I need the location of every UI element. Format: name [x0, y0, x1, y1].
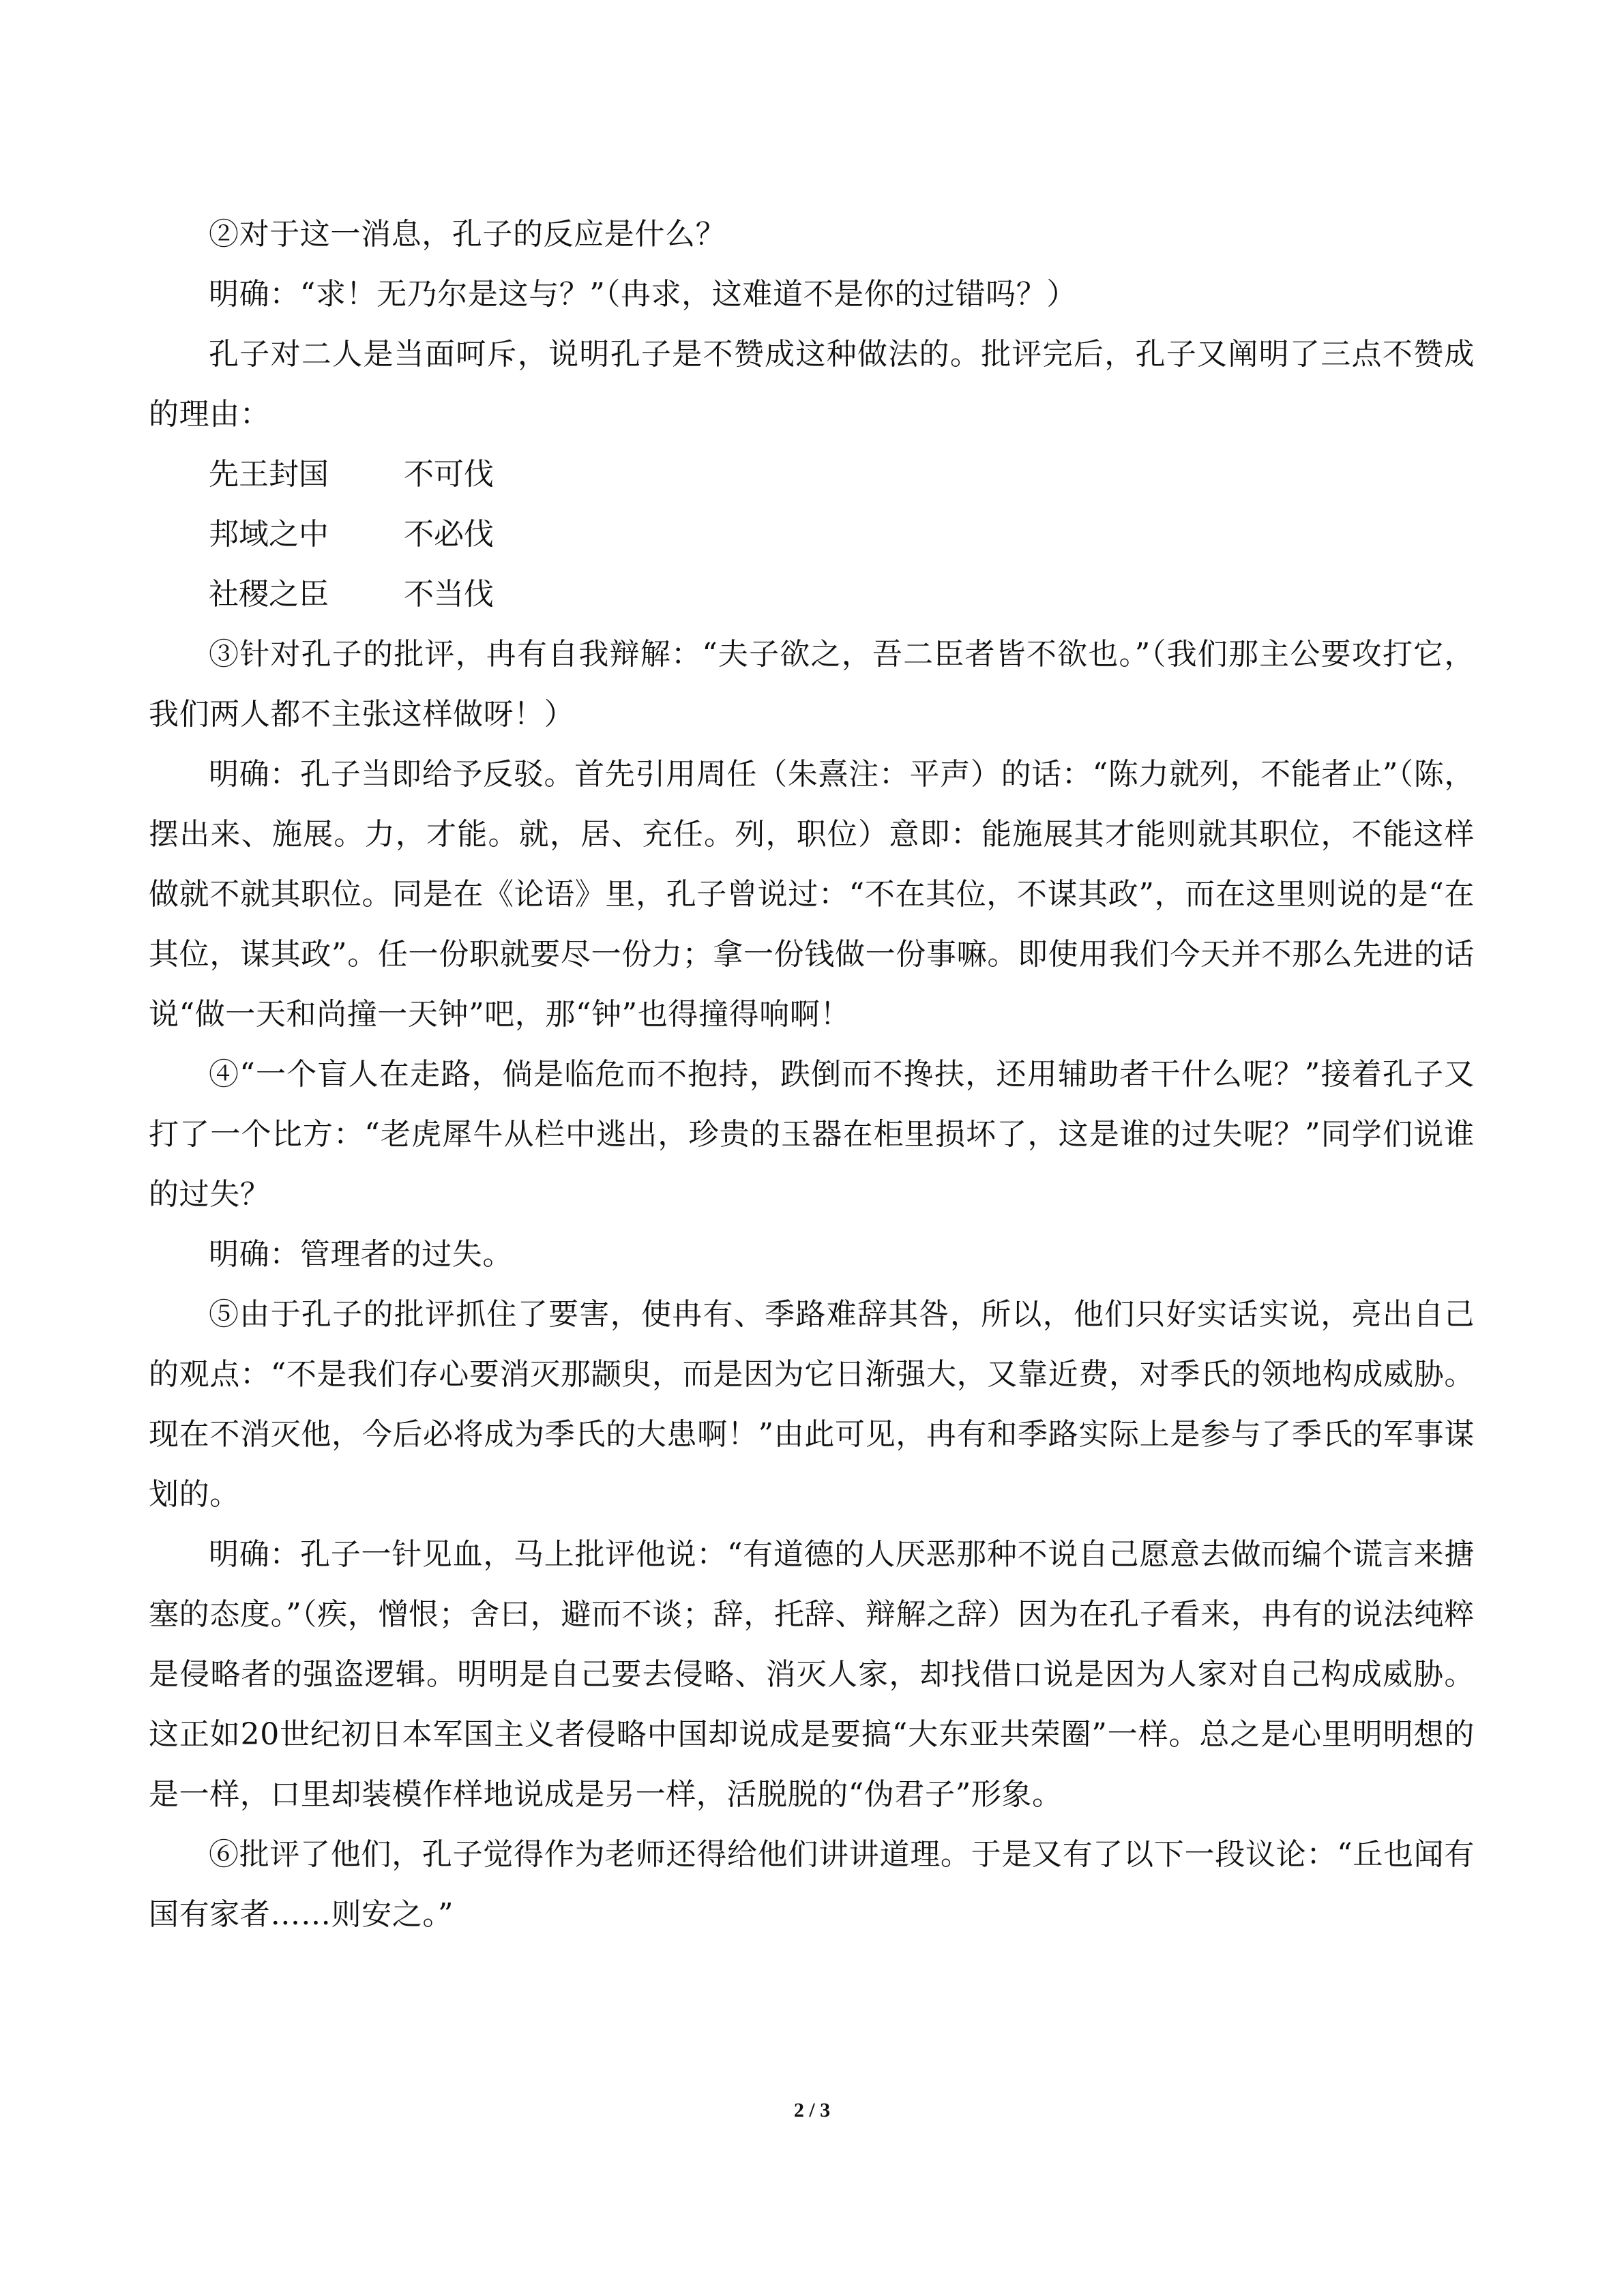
page-number: 2 / 3	[793, 2099, 831, 2121]
reason-right: 不可伐	[404, 457, 494, 492]
reason-row	[149, 505, 1475, 565]
reason-row	[149, 565, 1475, 625]
paragraph-answer-2: 明确：“求！无乃尔是这与？”（冉求，这难道不是你的过错吗？）	[209, 277, 1077, 312]
paragraph-question-2: ②对于这一消息，孔子的反应是什么？	[209, 217, 726, 252]
paragraph-reasons-intro: 孔子对二人是当面呵斥，说明孔子是不赞成这种做法的。批评完后，孔子又阐明了三点不赞成的理由：	[149, 337, 1475, 432]
reason-left: 邦域之中	[209, 517, 329, 552]
paragraph-question-4: ④“一个盲人在走路，倘是临危而不抱持，跌倒而不搀扶，还用辅助者干什么呢？”接着孔子又打了一个比方：“老虎犀牛从栏中逃出，珍贵的玉器在柜里损坏了，这是谁的过失呢？”同学们说谁的过失？	[149, 1057, 1475, 1212]
reason-left: 先王封国	[209, 457, 329, 492]
reason-left: 社稷之臣	[209, 577, 329, 612]
document-body	[149, 205, 1475, 1945]
paragraph-answer-5: 明确：孔子一针见血，马上批评他说：“有道德的人厌恶那种不说自己愿意去做而编个谎言来搪塞的态度。”（疾，憎恨；舍曰，避而不谈；辞，托辞、辩解之辞）因为在孔子看来，冉有的说法纯粹是侵略者的强盗逻辑。明明是自己要去侵略、消灭人家，却找借口说是因为人家对自己构成威胁。这正如20世纪初日本军国主义者侵略中国却说成是要搞“大东亚共荣圈”一样。总之是心里明明想的是一样，口里却装模作样地说成是另一样，活脱脱的“伪君子”形象。	[149, 1537, 1475, 1812]
paragraph-question-6: ⑥批评了他们，孔子觉得作为老师还得给他们讲讲道理。于是又有了以下一段议论：“丘也闻有国有家者……则安之。”	[149, 1837, 1475, 1932]
reason-right: 不必伐	[404, 517, 494, 552]
paragraph-answer-4: 明确：管理者的过失。	[209, 1237, 513, 1272]
paragraph-question-3: ③针对孔子的批评，冉有自我辩解：“夫子欲之，吾二臣者皆不欲也。”（我们那主公要攻打它，我们两人都不主张这样做呀！）	[149, 637, 1475, 732]
paragraph-answer-3: 明确：孔子当即给予反驳。首先引用周任（朱熹注：平声）的话：“陈力就列，不能者止”（陈，摆出来、施展。力，才能。就，居、充任。列，职位）意即：能施展其才能则就其职位，不能这样做就不就其职位。同是在《论语》里，孔子曾说过：“不在其位，不谋其政”，而在这里则说的是“在其位，谋其政”。任一份职就要尽一份力；拿一份钱做一份事嘛。即使用我们今天并不那么先进的话说“做一天和尚撞一天钟”吧，那“钟”也得撞得响啊！	[149, 757, 1475, 1032]
reason-right: 不当伐	[404, 577, 494, 612]
paragraph-question-5: ⑤由于孔子的批评抓住了要害，使冉有、季路难辞其咎，所以，他们只好实话实说，亮出自己的观点：“不是我们存心要消灭那颛臾，而是因为它日渐强大，又靠近费，对季氏的领地构成威胁。现在不消灭他，今后必将成为季氏的大患啊！”由此可见，冉有和季路实际上是参与了季氏的军事谋划的。	[149, 1297, 1475, 1512]
reason-row	[149, 445, 1475, 505]
